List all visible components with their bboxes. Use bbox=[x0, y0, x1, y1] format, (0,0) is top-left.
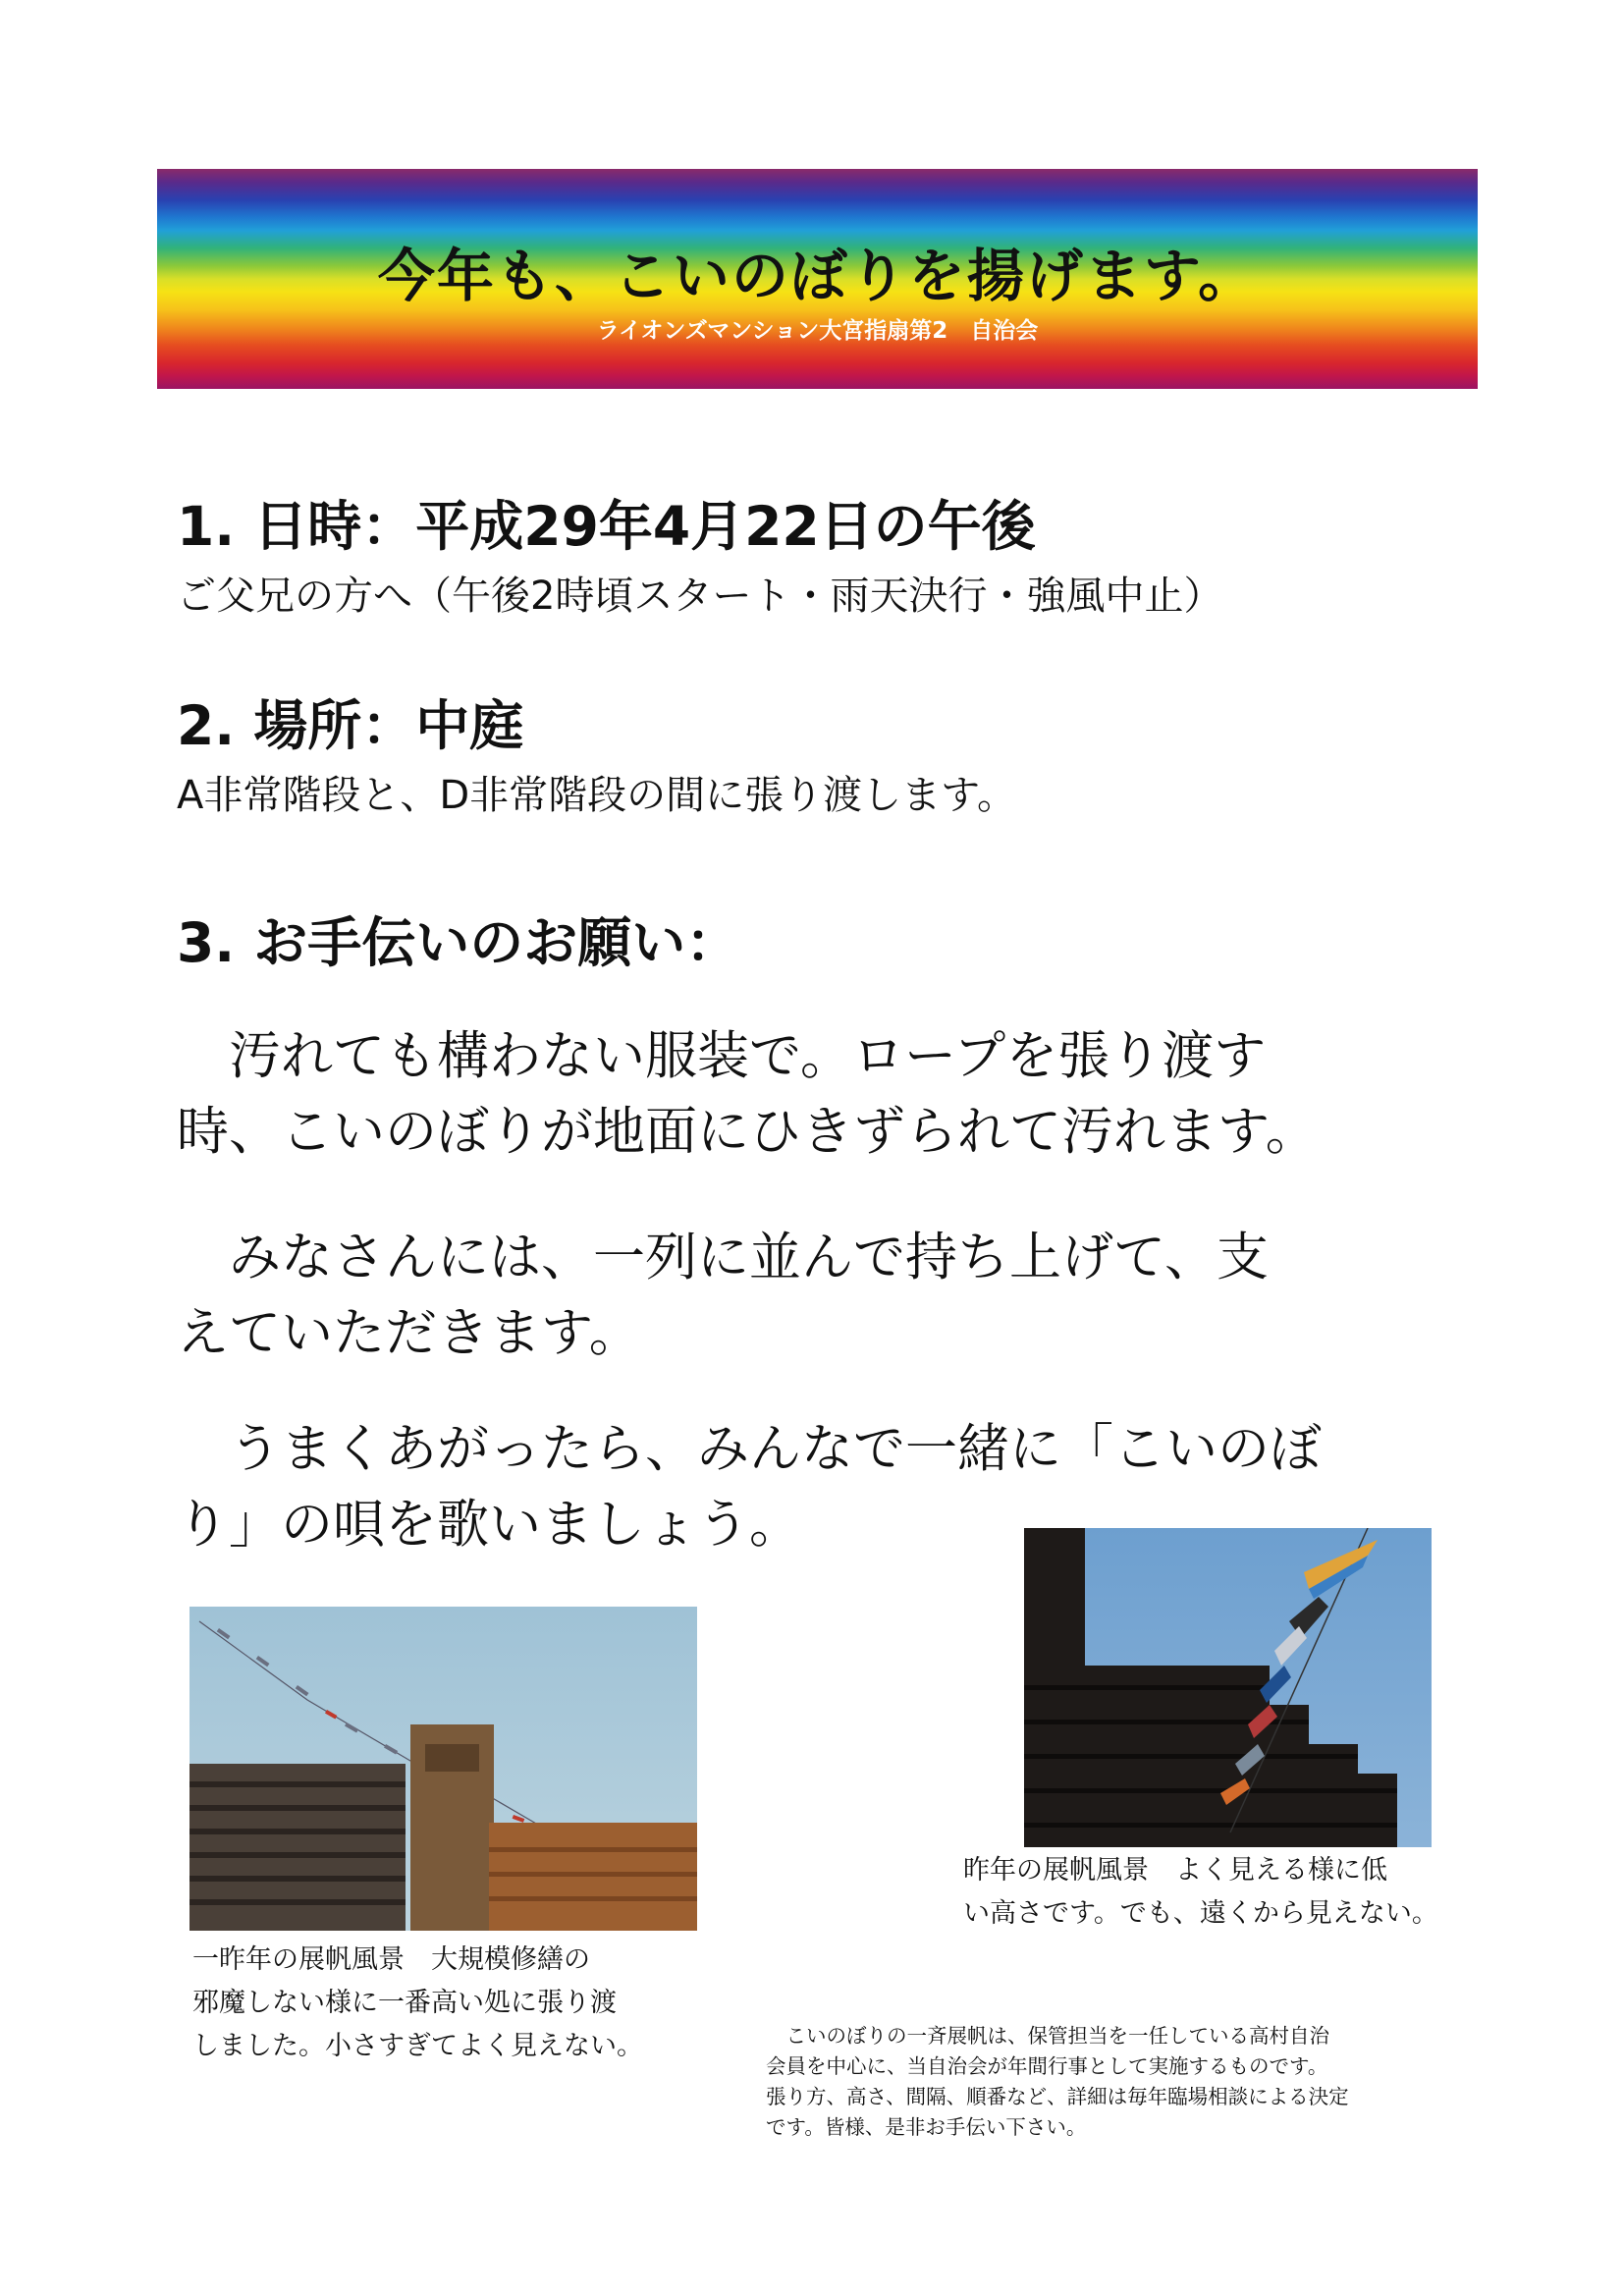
caption-line: 邪魔しない様に一番高い処に張り渡 bbox=[192, 1988, 617, 2018]
section-date-detail: ご父兄の方へ（午後2時頃スタート・雨天決行・強風中止） bbox=[177, 574, 1223, 619]
section-request-heading: 3. お手伝いのお願い： bbox=[177, 911, 740, 974]
organizer-subtitle: ライオンズマンション大宮指扇第2 自治会 bbox=[596, 318, 1039, 344]
request-paragraph-1-line-2: 時、こいのぼりが地面にひきずられて汚れます。 bbox=[177, 1102, 1318, 1162]
request-paragraph-2-line-2: えていただきます。 bbox=[177, 1303, 641, 1363]
page-title: 今年も、こいのぼりを揚げます。 bbox=[377, 243, 1258, 309]
note-line: こいのぼりの一斉展帆は、保管担当を一任している高村自治 bbox=[766, 2024, 1329, 2048]
section-date-heading: 1. 日時：平成29年4月22日の午後 bbox=[177, 495, 1036, 558]
section-place-detail: A非常階段と、D非常階段の間に張り渡します。 bbox=[177, 773, 1016, 818]
note-line: 会員を中心に、当自治会が年間行事として実施するものです。 bbox=[766, 2054, 1328, 2078]
photo-two-years-ago-caption bbox=[192, 1939, 643, 2068]
photo-last-year bbox=[1024, 1528, 1432, 1847]
section-place-heading: 2. 場所：中庭 bbox=[177, 694, 524, 757]
photo-two-years-ago bbox=[189, 1607, 697, 1931]
note-line: です。皆様、是非お手伝い下さい。 bbox=[766, 2115, 1087, 2139]
request-paragraph-1-line-1: 汚れても構わない服装で。ロープを張り渡す bbox=[177, 1026, 1267, 1086]
photo-last-year-caption bbox=[963, 1849, 1438, 1936]
caption-line: 一昨年の展帆風景 大規模修繕の bbox=[192, 1944, 590, 1975]
closing-note bbox=[766, 2021, 1349, 2143]
request-paragraph-3-line-1: うまくあがったら、みんなで一緒に「こいのぼ bbox=[177, 1419, 1322, 1479]
request-paragraph-3-line-2: り」の唄を歌いましょう。 bbox=[177, 1495, 801, 1555]
rainbow-banner bbox=[157, 169, 1478, 389]
note-line: 張り方、高さ、間隔、順番など、詳細は毎年臨場相談による決定 bbox=[766, 2085, 1349, 2108]
caption-line: しました。小さすぎてよく見えない。 bbox=[192, 2031, 643, 2061]
request-paragraph-2-line-1: みなさんには、一列に並んで持ち上げて、支 bbox=[177, 1228, 1269, 1287]
caption-line: 昨年の展帆風景 よく見える様に低 bbox=[963, 1855, 1387, 1886]
caption-line: い高さです。でも、遠くから見えない。 bbox=[963, 1898, 1438, 1929]
